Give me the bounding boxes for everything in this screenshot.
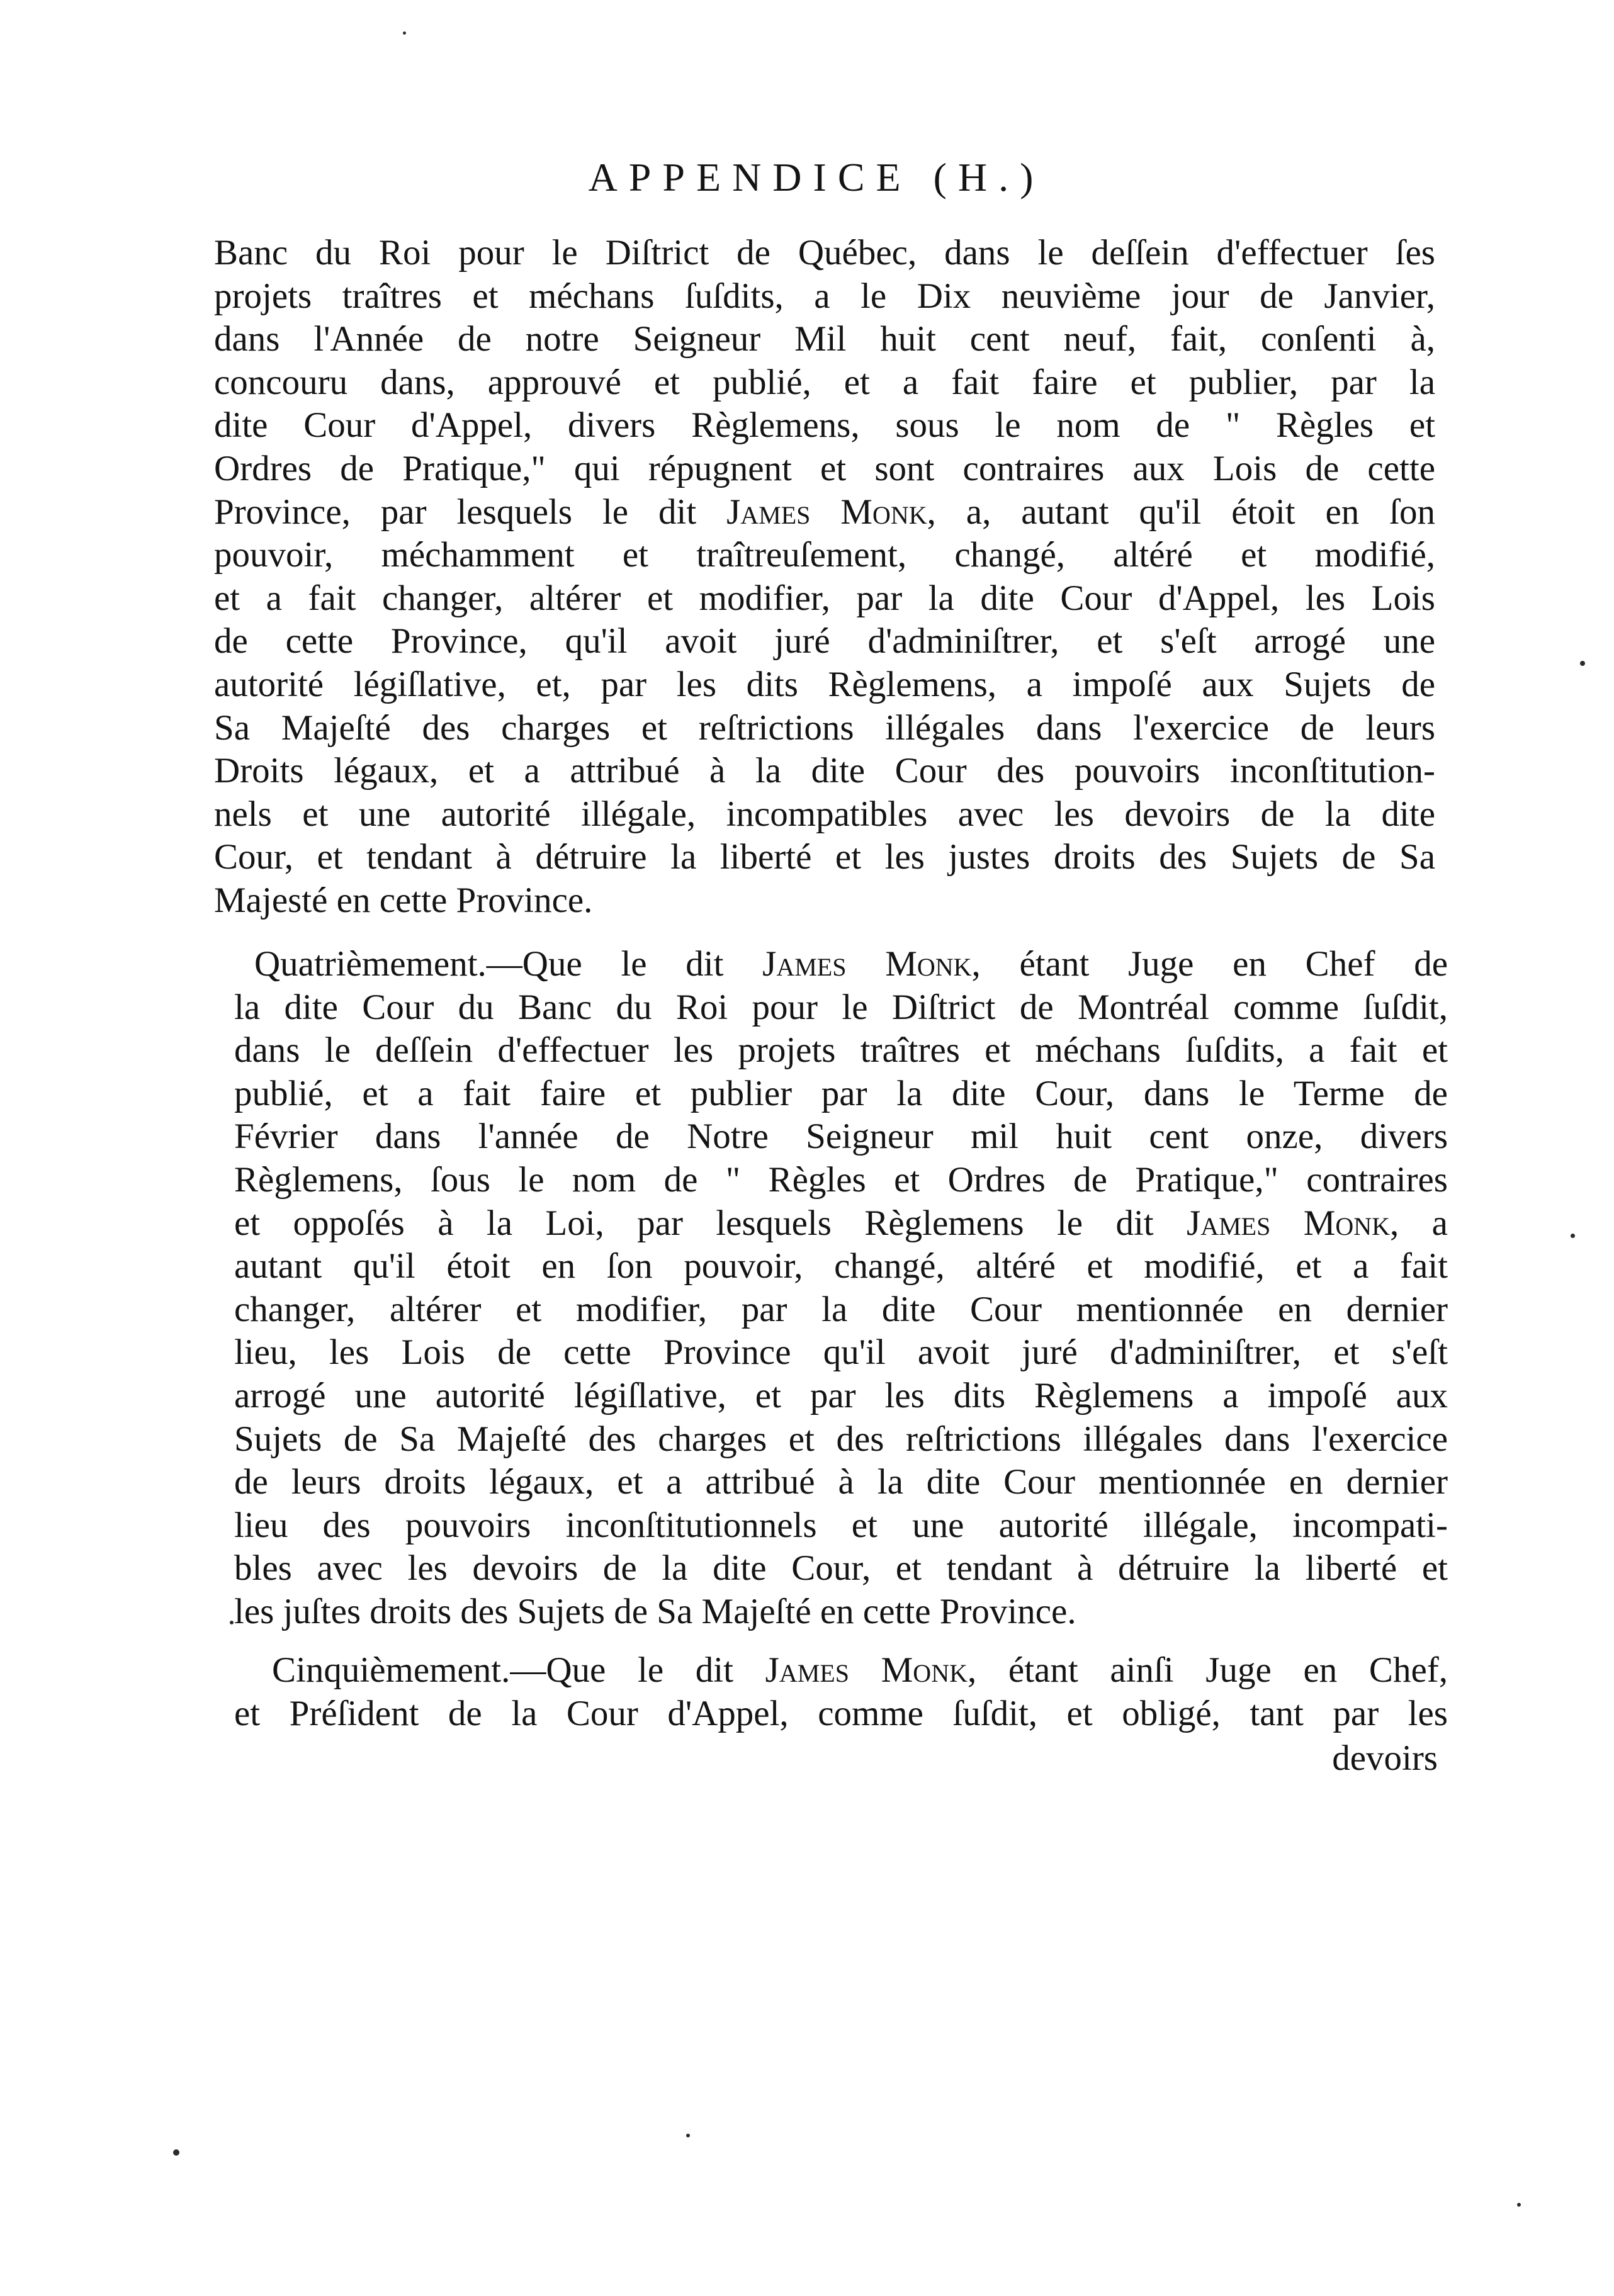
text-line: dans l'Année de notre Seigneur Mil huit cent neuf, fait, conſenti à, — [214, 319, 1435, 359]
text-line: Cinquièmement.—Que le dit James Monk, étant ainſi Juge en Chef, — [272, 1650, 1448, 1690]
text-line: et Préſident de la Cour d'Appel, comme ſuſdit, et obligé, tant par les — [234, 1694, 1448, 1733]
text-line: Majesté en cette Province. — [214, 881, 593, 920]
catchword: devoirs — [1332, 1738, 1438, 1778]
text-line: les juſtes droits des Sujets de Sa Majeſté en cette Province. — [234, 1592, 1076, 1631]
text-line: Sujets de Sa Majeſté des charges et des reſtrictions illégales dans l'exercice — [234, 1419, 1448, 1459]
text-line: bles avec les devoirs de la dite Cour, et tendant à détruire la liberté et — [234, 1548, 1448, 1588]
name-smallcaps: James Monk — [1187, 1203, 1391, 1243]
text-line: dite Cour d'Appel, divers Règlemens, sous le nom de " Règles et — [214, 405, 1435, 445]
scan-speck — [173, 2149, 179, 2156]
text-line: de leurs droits légaux, et a attribué à la dite Cour mentionnée en dernier — [234, 1462, 1448, 1502]
scan-speck — [230, 1621, 234, 1624]
text-line: lieu, les Lois de cette Province qu'il avoit juré d'adminiſtrer, et s'eſt — [234, 1332, 1448, 1372]
text-line: dans le deſſein d'effectuer les projets traîtres et méchans ſuſdits, a fait et — [234, 1030, 1448, 1070]
page-heading: APPENDICE (H.) — [588, 155, 1045, 200]
text-line: Droits légaux, et a attribué à la dite Cour des pouvoirs inconſtitution- — [214, 751, 1435, 791]
scan-speck — [1571, 1234, 1575, 1238]
text-line: nels et une autorité illégale, incompatibles avec les devoirs de la dite — [214, 794, 1435, 834]
name-smallcaps: James Monk — [765, 1650, 968, 1690]
name-smallcaps: James Monk — [726, 492, 927, 532]
text-line: Banc du Roi pour le Diſtrict de Québec, dans le deſſein d'effectuer ſes — [214, 233, 1435, 273]
text-line: lieu des pouvoirs inconſtitutionnels et une autorité illégale, incompati- — [234, 1505, 1448, 1545]
text-line: Ordres de Pratique," qui répugnent et sont contraires aux Lois de cette — [214, 449, 1435, 488]
text-line: autant qu'il étoit en ſon pouvoir, changé, altéré et modifié, et a fait — [234, 1246, 1448, 1286]
text-line: Cour, et tendant à détruire la liberté et les justes droits des Sujets de Sa — [214, 837, 1435, 877]
text-line: Province, par lesquels le dit James Monk, a, autant qu'il étoit en ſon — [214, 492, 1435, 532]
name-smallcaps: James Monk — [762, 944, 972, 984]
text-line: de cette Province, qu'il avoit juré d'adminiſtrer, et s'eſt arrogé une — [214, 621, 1435, 661]
text-line: la dite Cour du Banc du Roi pour le Diſtrict de Montréal comme ſuſdit, — [234, 988, 1448, 1027]
text-line: changer, altérer et modifier, par la dite Cour mentionnée en dernier — [234, 1290, 1448, 1329]
text-line: Règlemens, ſous le nom de " Règles et Ordres de Pratique," contraires — [234, 1160, 1448, 1200]
text-line: concouru dans, approuvé et publié, et a fait faire et publier, par la — [214, 363, 1435, 402]
scan-speck — [403, 31, 406, 35]
scan-speck — [686, 2134, 690, 2137]
scan-speck — [1517, 2203, 1521, 2207]
text-line: Février dans l'année de Notre Seigneur mil huit cent onze, divers — [234, 1117, 1448, 1156]
scan-speck — [1580, 661, 1585, 666]
text-line: et oppoſés à la Loi, par lesquels Règlemens le dit James Monk, a — [234, 1203, 1448, 1243]
text-line: Sa Majeſté des charges et reſtrictions illégales dans l'exercice de leurs — [214, 708, 1435, 748]
text-line: publié, et a fait faire et publier par la dite Cour, dans le Terme de — [234, 1074, 1448, 1113]
text-line: pouvoir, méchamment et traîtreuſement, changé, altéré et modifié, — [214, 535, 1435, 575]
text-line: arrogé une autorité légiſlative, et par les dits Règlemens a impoſé aux — [234, 1376, 1448, 1415]
text-line: Quatrièmement.—Que le dit James Monk, étant Juge en Chef de — [254, 944, 1448, 984]
text-line: projets traîtres et méchans ſuſdits, a le Dix neuvième jour de Janvier, — [214, 276, 1435, 316]
text-line: autorité légiſlative, et, par les dits Règlemens, a impoſé aux Sujets de — [214, 665, 1435, 704]
text-line: et a fait changer, altérer et modifier, par la dite Cour d'Appel, les Lois — [214, 578, 1435, 618]
